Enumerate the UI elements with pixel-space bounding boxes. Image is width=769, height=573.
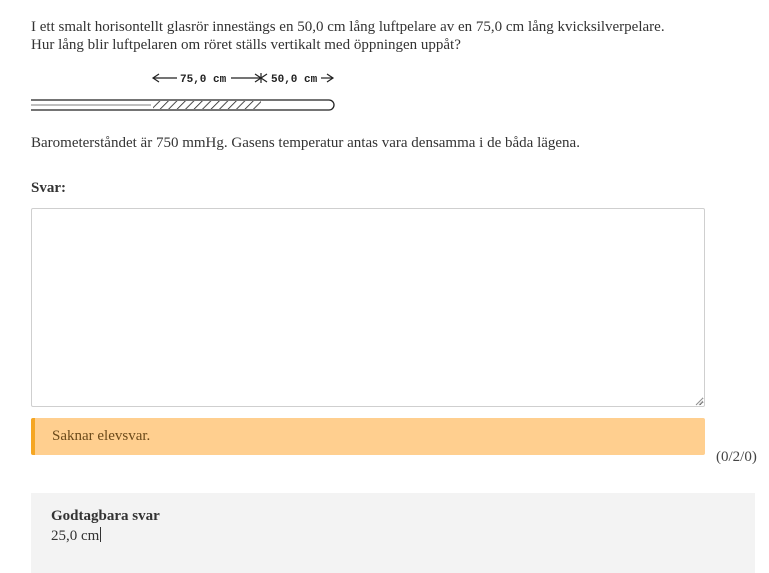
- glass-tube: [31, 100, 334, 110]
- accepted-answer-text: 25,0 cm: [51, 528, 100, 544]
- air-length-label: 50,0 cm: [271, 74, 318, 86]
- question-text: I ett smalt horisontellt glasrör innestängs en 50,0 cm lång luftpelare av en 75,0 cm lång kvicksilverpelare. Hur lång blir luftpelaren om röret ställs vertikalt med öppningen uppåt?: [31, 19, 665, 53]
- answer-textarea[interactable]: [31, 208, 705, 407]
- answer-label: Svar:: [31, 180, 66, 196]
- resize-handle-icon[interactable]: [694, 396, 704, 406]
- accepted-answer-value: [51, 525, 735, 547]
- text-cursor: [100, 527, 101, 542]
- barometer-text: Barometerståndet är 750 mmHg. Gasens temperatur antas vara densamma i de båda lägena.: [31, 135, 580, 151]
- mercury-length-label: 75,0 cm: [180, 74, 227, 86]
- mercury-column: [153, 101, 261, 109]
- missing-answer-alert: Saknar elevsvar.: [31, 418, 705, 455]
- accepted-answers-title: Godtagbara svar: [51, 508, 160, 524]
- accepted-answers-panel: [31, 493, 755, 573]
- points-indicator: (0/2/0): [716, 449, 757, 465]
- tube-diagram: [31, 68, 351, 116]
- glass-tube-figure: [31, 68, 351, 116]
